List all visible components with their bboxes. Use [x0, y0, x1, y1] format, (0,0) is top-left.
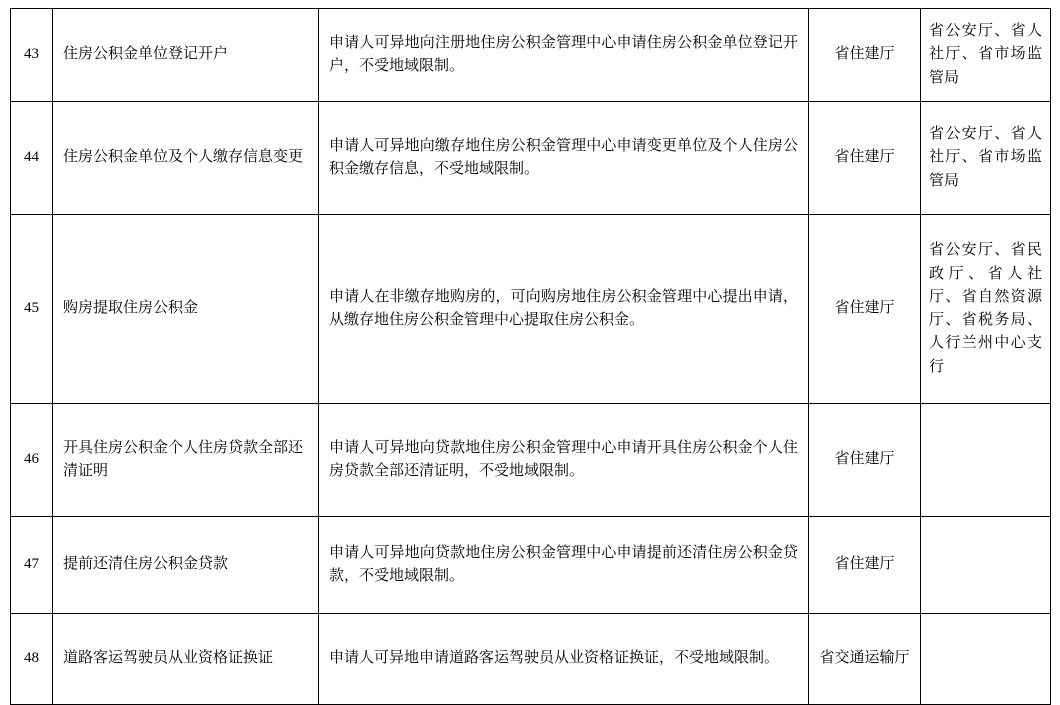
row-description: 申请人可异地向贷款地住房公积金管理中心申请提前还清住房公积金贷款，不受地域限制。	[319, 517, 809, 614]
row-coordinating-departments	[921, 404, 1051, 517]
row-number: 46	[11, 404, 53, 517]
matters-table	[10, 8, 1051, 705]
row-coordinating-departments: 省公安厅、省人社厅、省市场监管局	[921, 9, 1051, 102]
row-item-name: 开具住房公积金个人住房贷款全部还清证明	[53, 404, 319, 517]
row-item-name: 住房公积金单位登记开户	[53, 9, 319, 102]
table-row	[11, 404, 1051, 517]
row-item-name: 住房公积金单位及个人缴存信息变更	[53, 102, 319, 215]
row-department: 省住建厅	[809, 102, 921, 215]
row-description: 申请人可异地向注册地住房公积金管理中心申请住房公积金单位登记开户，不受地域限制。	[319, 9, 809, 102]
row-item-name: 提前还清住房公积金贷款	[53, 517, 319, 614]
row-coordinating-departments: 省公安厅、省民政厅、省人社厅、省自然资源厅、省税务局、人行兰州中心支行	[921, 215, 1051, 404]
row-number: 48	[11, 614, 53, 705]
row-description: 申请人可异地申请道路客运驾驶员从业资格证换证，不受地域限制。	[319, 614, 809, 705]
row-item-name: 购房提取住房公积金	[53, 215, 319, 404]
row-department: 省住建厅	[809, 215, 921, 404]
row-coordinating-departments: 省公安厅、省人社厅、省市场监管局	[921, 102, 1051, 215]
row-description: 申请人在非缴存地购房的，可向购房地住房公积金管理中心提出申请，从缴存地住房公积金管理中心提取住房公积金。	[319, 215, 809, 404]
row-department: 省住建厅	[809, 404, 921, 517]
row-department: 省住建厅	[809, 9, 921, 102]
table-row	[11, 614, 1051, 705]
row-number: 44	[11, 102, 53, 215]
row-item-name: 道路客运驾驶员从业资格证换证	[53, 614, 319, 705]
table-row	[11, 102, 1051, 215]
table-row	[11, 215, 1051, 404]
row-department: 省住建厅	[809, 517, 921, 614]
row-number: 45	[11, 215, 53, 404]
row-coordinating-departments	[921, 517, 1051, 614]
row-description: 申请人可异地向贷款地住房公积金管理中心申请开具住房公积金个人住房贷款全部还清证明，不受地域限制。	[319, 404, 809, 517]
row-coordinating-departments	[921, 614, 1051, 705]
row-department: 省交通运输厅	[809, 614, 921, 705]
table-row	[11, 9, 1051, 102]
row-number: 47	[11, 517, 53, 614]
row-number: 43	[11, 9, 53, 102]
row-description: 申请人可异地向缴存地住房公积金管理中心申请变更单位及个人住房公积金缴存信息，不受地域限制。	[319, 102, 809, 215]
table-row	[11, 517, 1051, 614]
